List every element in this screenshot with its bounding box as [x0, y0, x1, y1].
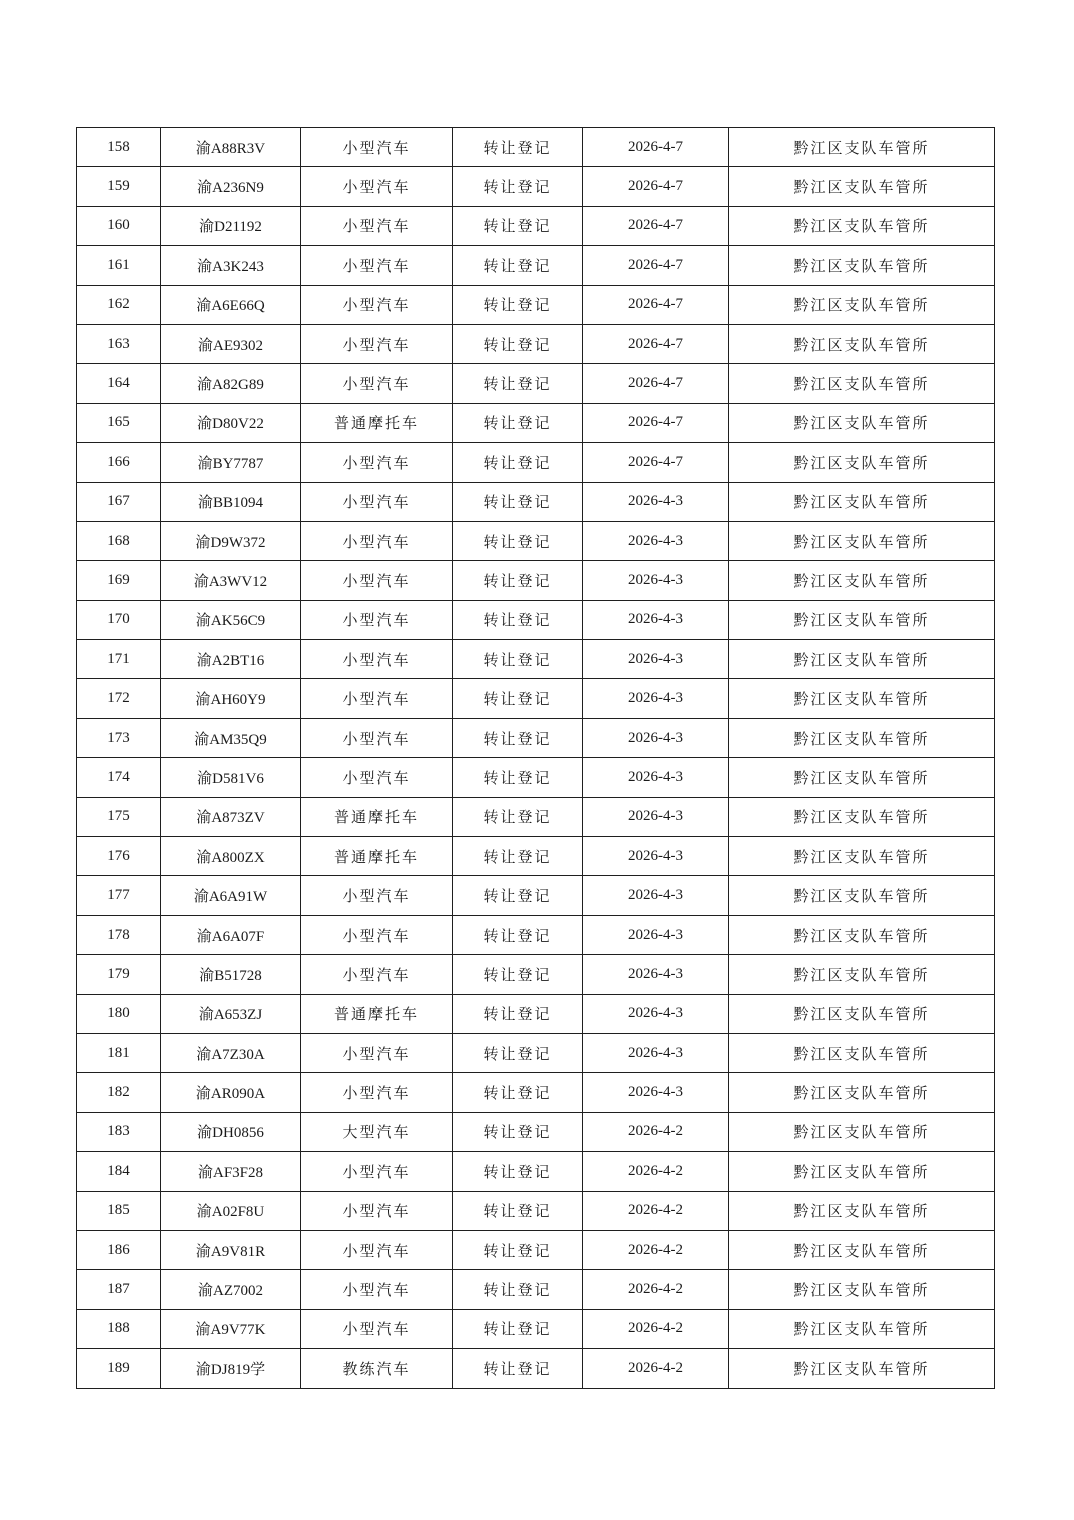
business-type-cell: 转让登记 — [453, 797, 583, 836]
business-type-cell: 转让登记 — [453, 167, 583, 206]
row-number-cell: 188 — [77, 1309, 161, 1348]
table-row — [77, 561, 995, 600]
table-body — [77, 128, 995, 1389]
table-row — [77, 1073, 995, 1112]
business-type-cell: 转让登记 — [453, 994, 583, 1033]
plate-number-cell: 渝A6E66Q — [161, 285, 301, 324]
table-row — [77, 718, 995, 757]
business-type-cell: 转让登记 — [453, 876, 583, 915]
row-number-cell: 177 — [77, 876, 161, 915]
row-number-cell: 181 — [77, 1033, 161, 1072]
plate-number-cell: 渝D21192 — [161, 206, 301, 245]
vehicle-type-cell: 小型汽车 — [301, 521, 453, 560]
business-type-cell: 转让登记 — [453, 1152, 583, 1191]
vehicle-type-cell: 小型汽车 — [301, 1033, 453, 1072]
row-number-cell: 176 — [77, 837, 161, 876]
plate-number-cell: 渝A9V81R — [161, 1230, 301, 1269]
plate-number-cell: 渝A82G89 — [161, 364, 301, 403]
date-cell: 2026-4-7 — [583, 167, 729, 206]
table-row — [77, 915, 995, 954]
business-type-cell: 转让登记 — [453, 837, 583, 876]
office-cell: 黔江区支队车管所 — [729, 1309, 995, 1348]
business-type-cell: 转让登记 — [453, 561, 583, 600]
row-number-cell: 168 — [77, 521, 161, 560]
row-number-cell: 182 — [77, 1073, 161, 1112]
office-cell: 黔江区支队车管所 — [729, 324, 995, 363]
office-cell: 黔江区支队车管所 — [729, 1270, 995, 1309]
date-cell: 2026-4-3 — [583, 600, 729, 639]
date-cell: 2026-4-3 — [583, 994, 729, 1033]
vehicle-type-cell: 小型汽车 — [301, 482, 453, 521]
plate-number-cell: 渝D581V6 — [161, 758, 301, 797]
vehicle-type-cell: 小型汽车 — [301, 167, 453, 206]
plate-number-cell: 渝A88R3V — [161, 128, 301, 167]
plate-number-cell: 渝BY7787 — [161, 443, 301, 482]
table-row — [77, 246, 995, 285]
vehicle-type-cell: 小型汽车 — [301, 1152, 453, 1191]
business-type-cell: 转让登记 — [453, 640, 583, 679]
vehicle-transfer-table — [76, 127, 995, 1389]
table-row — [77, 1033, 995, 1072]
table-row — [77, 1270, 995, 1309]
table-row — [77, 128, 995, 167]
plate-number-cell: 渝A02F8U — [161, 1191, 301, 1230]
date-cell: 2026-4-3 — [583, 640, 729, 679]
table-row — [77, 1309, 995, 1348]
row-number-cell: 160 — [77, 206, 161, 245]
vehicle-type-cell: 普通摩托车 — [301, 797, 453, 836]
row-number-cell: 158 — [77, 128, 161, 167]
plate-number-cell: 渝A236N9 — [161, 167, 301, 206]
plate-number-cell: 渝AM35Q9 — [161, 718, 301, 757]
row-number-cell: 171 — [77, 640, 161, 679]
row-number-cell: 175 — [77, 797, 161, 836]
plate-number-cell: 渝AZ7002 — [161, 1270, 301, 1309]
vehicle-type-cell: 小型汽车 — [301, 876, 453, 915]
date-cell: 2026-4-3 — [583, 758, 729, 797]
table-row — [77, 600, 995, 639]
business-type-cell: 转让登记 — [453, 128, 583, 167]
row-number-cell: 161 — [77, 246, 161, 285]
vehicle-type-cell: 小型汽车 — [301, 1230, 453, 1269]
business-type-cell: 转让登记 — [453, 955, 583, 994]
office-cell: 黔江区支队车管所 — [729, 797, 995, 836]
date-cell: 2026-4-7 — [583, 443, 729, 482]
office-cell: 黔江区支队车管所 — [729, 994, 995, 1033]
row-number-cell: 186 — [77, 1230, 161, 1269]
office-cell: 黔江区支队车管所 — [729, 1073, 995, 1112]
plate-number-cell: 渝A3WV12 — [161, 561, 301, 600]
date-cell: 2026-4-3 — [583, 679, 729, 718]
date-cell: 2026-4-3 — [583, 521, 729, 560]
office-cell: 黔江区支队车管所 — [729, 718, 995, 757]
office-cell: 黔江区支队车管所 — [729, 679, 995, 718]
vehicle-type-cell: 教练汽车 — [301, 1349, 453, 1388]
row-number-cell: 179 — [77, 955, 161, 994]
plate-number-cell: 渝DJ819学 — [161, 1349, 301, 1388]
office-cell: 黔江区支队车管所 — [729, 837, 995, 876]
business-type-cell: 转让登记 — [453, 285, 583, 324]
plate-number-cell: 渝A9V77K — [161, 1309, 301, 1348]
table-row — [77, 443, 995, 482]
date-cell: 2026-4-2 — [583, 1270, 729, 1309]
row-number-cell: 162 — [77, 285, 161, 324]
row-number-cell: 187 — [77, 1270, 161, 1309]
vehicle-type-cell: 小型汽车 — [301, 1309, 453, 1348]
business-type-cell: 转让登记 — [453, 1349, 583, 1388]
vehicle-type-cell: 小型汽车 — [301, 1270, 453, 1309]
office-cell: 黔江区支队车管所 — [729, 876, 995, 915]
office-cell: 黔江区支队车管所 — [729, 561, 995, 600]
vehicle-type-cell: 小型汽车 — [301, 679, 453, 718]
vehicle-type-cell: 小型汽车 — [301, 246, 453, 285]
business-type-cell: 转让登记 — [453, 1073, 583, 1112]
row-number-cell: 166 — [77, 443, 161, 482]
date-cell: 2026-4-7 — [583, 246, 729, 285]
table-row — [77, 679, 995, 718]
vehicle-type-cell: 小型汽车 — [301, 206, 453, 245]
office-cell: 黔江区支队车管所 — [729, 955, 995, 994]
date-cell: 2026-4-2 — [583, 1230, 729, 1269]
date-cell: 2026-4-7 — [583, 364, 729, 403]
plate-number-cell: 渝A6A07F — [161, 915, 301, 954]
plate-number-cell: 渝DH0856 — [161, 1112, 301, 1151]
business-type-cell: 转让登记 — [453, 364, 583, 403]
business-type-cell: 转让登记 — [453, 1309, 583, 1348]
date-cell: 2026-4-3 — [583, 797, 729, 836]
vehicle-type-cell: 小型汽车 — [301, 955, 453, 994]
table-row — [77, 285, 995, 324]
office-cell: 黔江区支队车管所 — [729, 403, 995, 442]
plate-number-cell: 渝AR090A — [161, 1073, 301, 1112]
business-type-cell: 转让登记 — [453, 324, 583, 363]
business-type-cell: 转让登记 — [453, 1270, 583, 1309]
office-cell: 黔江区支队车管所 — [729, 167, 995, 206]
vehicle-type-cell: 小型汽车 — [301, 640, 453, 679]
vehicle-type-cell: 小型汽车 — [301, 758, 453, 797]
office-cell: 黔江区支队车管所 — [729, 758, 995, 797]
date-cell: 2026-4-3 — [583, 837, 729, 876]
row-number-cell: 178 — [77, 915, 161, 954]
row-number-cell: 169 — [77, 561, 161, 600]
plate-number-cell: 渝A873ZV — [161, 797, 301, 836]
plate-number-cell: 渝AH60Y9 — [161, 679, 301, 718]
office-cell: 黔江区支队车管所 — [729, 640, 995, 679]
office-cell: 黔江区支队车管所 — [729, 364, 995, 403]
vehicle-type-cell: 小型汽车 — [301, 324, 453, 363]
row-number-cell: 163 — [77, 324, 161, 363]
date-cell: 2026-4-2 — [583, 1152, 729, 1191]
business-type-cell: 转让登记 — [453, 246, 583, 285]
office-cell: 黔江区支队车管所 — [729, 1152, 995, 1191]
date-cell: 2026-4-3 — [583, 561, 729, 600]
row-number-cell: 164 — [77, 364, 161, 403]
date-cell: 2026-4-3 — [583, 955, 729, 994]
office-cell: 黔江区支队车管所 — [729, 1230, 995, 1269]
row-number-cell: 180 — [77, 994, 161, 1033]
table-row — [77, 521, 995, 560]
vehicle-type-cell: 大型汽车 — [301, 1112, 453, 1151]
table-row — [77, 364, 995, 403]
plate-number-cell: 渝A7Z30A — [161, 1033, 301, 1072]
plate-number-cell: 渝A653ZJ — [161, 994, 301, 1033]
office-cell: 黔江区支队车管所 — [729, 1033, 995, 1072]
table-row — [77, 837, 995, 876]
date-cell: 2026-4-7 — [583, 128, 729, 167]
table-row — [77, 403, 995, 442]
office-cell: 黔江区支队车管所 — [729, 128, 995, 167]
business-type-cell: 转让登记 — [453, 206, 583, 245]
table-row — [77, 797, 995, 836]
date-cell: 2026-4-3 — [583, 915, 729, 954]
row-number-cell: 183 — [77, 1112, 161, 1151]
vehicle-type-cell: 小型汽车 — [301, 1073, 453, 1112]
business-type-cell: 转让登记 — [453, 758, 583, 797]
row-number-cell: 172 — [77, 679, 161, 718]
vehicle-type-cell: 小型汽车 — [301, 1191, 453, 1230]
table-row — [77, 1112, 995, 1151]
office-cell: 黔江区支队车管所 — [729, 443, 995, 482]
business-type-cell: 转让登记 — [453, 403, 583, 442]
table-row — [77, 994, 995, 1033]
office-cell: 黔江区支队车管所 — [729, 206, 995, 245]
date-cell: 2026-4-2 — [583, 1309, 729, 1348]
plate-number-cell: 渝BB1094 — [161, 482, 301, 521]
office-cell: 黔江区支队车管所 — [729, 1112, 995, 1151]
row-number-cell: 189 — [77, 1349, 161, 1388]
business-type-cell: 转让登记 — [453, 1230, 583, 1269]
date-cell: 2026-4-7 — [583, 285, 729, 324]
row-number-cell: 159 — [77, 167, 161, 206]
business-type-cell: 转让登记 — [453, 443, 583, 482]
vehicle-type-cell: 小型汽车 — [301, 561, 453, 600]
vehicle-type-cell: 小型汽车 — [301, 285, 453, 324]
office-cell: 黔江区支队车管所 — [729, 600, 995, 639]
table-row — [77, 167, 995, 206]
plate-number-cell: 渝A3K243 — [161, 246, 301, 285]
plate-number-cell: 渝B51728 — [161, 955, 301, 994]
office-cell: 黔江区支队车管所 — [729, 1191, 995, 1230]
plate-number-cell: 渝AF3F28 — [161, 1152, 301, 1191]
business-type-cell: 转让登记 — [453, 1191, 583, 1230]
date-cell: 2026-4-3 — [583, 1033, 729, 1072]
table-row — [77, 324, 995, 363]
office-cell: 黔江区支队车管所 — [729, 915, 995, 954]
vehicle-type-cell: 小型汽车 — [301, 600, 453, 639]
date-cell: 2026-4-3 — [583, 482, 729, 521]
date-cell: 2026-4-2 — [583, 1191, 729, 1230]
office-cell: 黔江区支队车管所 — [729, 521, 995, 560]
date-cell: 2026-4-7 — [583, 206, 729, 245]
row-number-cell: 165 — [77, 403, 161, 442]
table-row — [77, 758, 995, 797]
office-cell: 黔江区支队车管所 — [729, 1349, 995, 1388]
row-number-cell: 184 — [77, 1152, 161, 1191]
business-type-cell: 转让登记 — [453, 482, 583, 521]
date-cell: 2026-4-2 — [583, 1112, 729, 1151]
vehicle-type-cell: 小型汽车 — [301, 128, 453, 167]
date-cell: 2026-4-7 — [583, 324, 729, 363]
business-type-cell: 转让登记 — [453, 679, 583, 718]
business-type-cell: 转让登记 — [453, 1112, 583, 1151]
table-row — [77, 482, 995, 521]
vehicle-type-cell: 小型汽车 — [301, 915, 453, 954]
table-row — [77, 1152, 995, 1191]
row-number-cell: 174 — [77, 758, 161, 797]
plate-number-cell: 渝D80V22 — [161, 403, 301, 442]
row-number-cell: 173 — [77, 718, 161, 757]
table-row — [77, 1230, 995, 1269]
business-type-cell: 转让登记 — [453, 915, 583, 954]
plate-number-cell: 渝A6A91W — [161, 876, 301, 915]
date-cell: 2026-4-2 — [583, 1349, 729, 1388]
plate-number-cell: 渝D9W372 — [161, 521, 301, 560]
vehicle-type-cell: 普通摩托车 — [301, 837, 453, 876]
business-type-cell: 转让登记 — [453, 1033, 583, 1072]
plate-number-cell: 渝AE9302 — [161, 324, 301, 363]
date-cell: 2026-4-3 — [583, 876, 729, 915]
row-number-cell: 167 — [77, 482, 161, 521]
plate-number-cell: 渝AK56C9 — [161, 600, 301, 639]
table-row — [77, 876, 995, 915]
plate-number-cell: 渝A2BT16 — [161, 640, 301, 679]
office-cell: 黔江区支队车管所 — [729, 246, 995, 285]
vehicle-type-cell: 普通摩托车 — [301, 994, 453, 1033]
business-type-cell: 转让登记 — [453, 718, 583, 757]
table-row — [77, 1191, 995, 1230]
table-row — [77, 640, 995, 679]
date-cell: 2026-4-7 — [583, 403, 729, 442]
vehicle-type-cell: 普通摩托车 — [301, 403, 453, 442]
table-row — [77, 206, 995, 245]
office-cell: 黔江区支队车管所 — [729, 285, 995, 324]
business-type-cell: 转让登记 — [453, 600, 583, 639]
vehicle-type-cell: 小型汽车 — [301, 718, 453, 757]
date-cell: 2026-4-3 — [583, 1073, 729, 1112]
row-number-cell: 170 — [77, 600, 161, 639]
business-type-cell: 转让登记 — [453, 521, 583, 560]
row-number-cell: 185 — [77, 1191, 161, 1230]
date-cell: 2026-4-3 — [583, 718, 729, 757]
table-row — [77, 955, 995, 994]
table-row — [77, 1349, 995, 1388]
vehicle-type-cell: 小型汽车 — [301, 364, 453, 403]
office-cell: 黔江区支队车管所 — [729, 482, 995, 521]
vehicle-type-cell: 小型汽车 — [301, 443, 453, 482]
plate-number-cell: 渝A800ZX — [161, 837, 301, 876]
